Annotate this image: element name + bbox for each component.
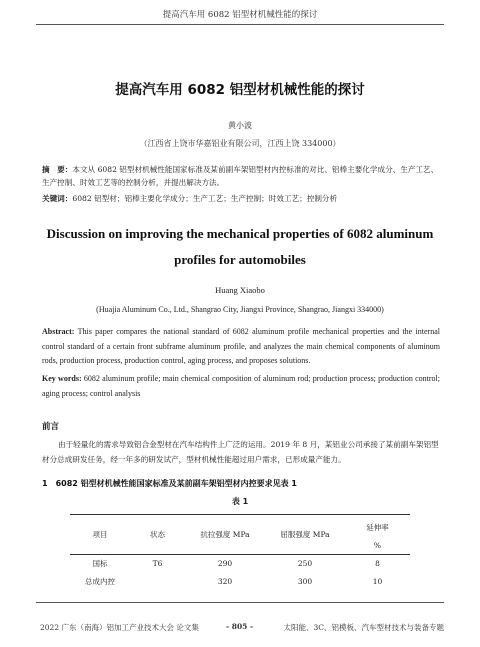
- table-header: 项目: [92, 530, 108, 539]
- page-number: - 805 -: [226, 622, 254, 631]
- table-header: 屈服强度 MPa: [280, 530, 330, 539]
- keywords-zh-text: 6082 铝型材；铝棒主要化学成分；生产工艺；生产控制；时效工艺；控制分析: [72, 194, 338, 203]
- title-zh: 提高汽车用 6082 铝型材机械性能的探讨: [115, 82, 365, 98]
- table-header-row: [70, 515, 410, 537]
- table-header: 延伸率: [366, 523, 389, 533]
- keywords-en-label: Key words:: [42, 374, 82, 383]
- section1-heading: 1 6082 铝型材机械性能国家标准及某前副车架铝型材内控要求见表 1: [42, 479, 297, 488]
- abstract-zh-text: 本文从 6082 铝型材机械性能国家标准及某前副车架铝型材内控标准的对比、铝棒主要化学成分、生产工艺、生产控制、时效工艺等的控制分析，并提出解决方法。: [42, 165, 439, 187]
- preface-heading: 前言: [42, 422, 60, 432]
- data-table: [70, 514, 410, 591]
- abstract-zh: [42, 163, 440, 189]
- table-cell: 总成内控: [85, 577, 115, 586]
- table-cell: 国标: [92, 559, 108, 569]
- keywords-en-text: 6082 aluminum profile; main chemical composition of aluminum rod; production process; production control; aging process; control analysis: [42, 374, 440, 398]
- table-row: [70, 573, 410, 591]
- abstract-en: [42, 325, 440, 369]
- abstract-zh-label: 摘 要：: [42, 165, 73, 174]
- table-header: 抗拉强度 MPa: [200, 530, 250, 539]
- abstract-en-label: Abstract:: [42, 327, 75, 336]
- footer-left: 2022 广东（南海）铝加工产业技术大会 论文集: [40, 623, 199, 632]
- table-cell: T6: [152, 559, 163, 569]
- table-cell: 10: [372, 577, 383, 586]
- abstract-en-text: This paper compares the national standard of 6082 aluminum profile mechanical properties and the internal control standard of a certain front subframe aluminum profile, and analyzes the main chemical components of aluminum rods, production process, production control, aging process, and proposes solutions.: [42, 327, 440, 365]
- table-header: %: [373, 540, 382, 550]
- title-en-line1: Discussion on improving the mechanical properties of 6082 aluminum: [46, 226, 434, 241]
- footer-right: 太阳能、3C、铝模板、汽车型材技术与装备专题: [283, 623, 444, 632]
- table-row: [70, 555, 410, 573]
- footer-rule: [36, 602, 444, 603]
- table-cell: [130, 573, 185, 591]
- keywords-zh-label: 关键词：: [42, 194, 73, 203]
- keywords-en: [42, 372, 440, 401]
- affiliation-en: (Huajia Aluminum Co., Ltd., Shangrao City, Jiangxi Province, Shangrao, Jiangxi 334000): [96, 305, 384, 314]
- table-cell: 290: [217, 559, 233, 569]
- title-en-line2: profiles for automobiles: [174, 252, 306, 267]
- keywords-zh: [42, 192, 440, 205]
- running-header: 提高汽车用 6082 铝型材机械性能的探讨: [162, 10, 318, 20]
- affiliation-zh: （江西省上饶市华嘉铝业有限公司，江西上饶 334000）: [139, 139, 341, 148]
- table-cell: 250: [297, 559, 313, 569]
- header-rule: [36, 24, 444, 25]
- author-zh: 黄小波: [228, 121, 252, 130]
- table-cell: 320: [217, 577, 233, 586]
- table-cell: 8: [375, 559, 380, 569]
- author-en: Huang Xiaobo: [215, 285, 265, 295]
- table-cell: 300: [297, 577, 313, 586]
- table-caption: 表 1: [231, 497, 249, 506]
- table-header: 状态: [150, 530, 165, 539]
- preface-text: 由于轻量化的需求导致铝合金型材在汽车结构件上广泛的运用。2019 年 8 月，某铝业公司承接了某前副车架铝型材分总成研发任务，经一年多的研发试产，型材机械性能超过用户需求，已形成量产能力。: [42, 440, 439, 464]
